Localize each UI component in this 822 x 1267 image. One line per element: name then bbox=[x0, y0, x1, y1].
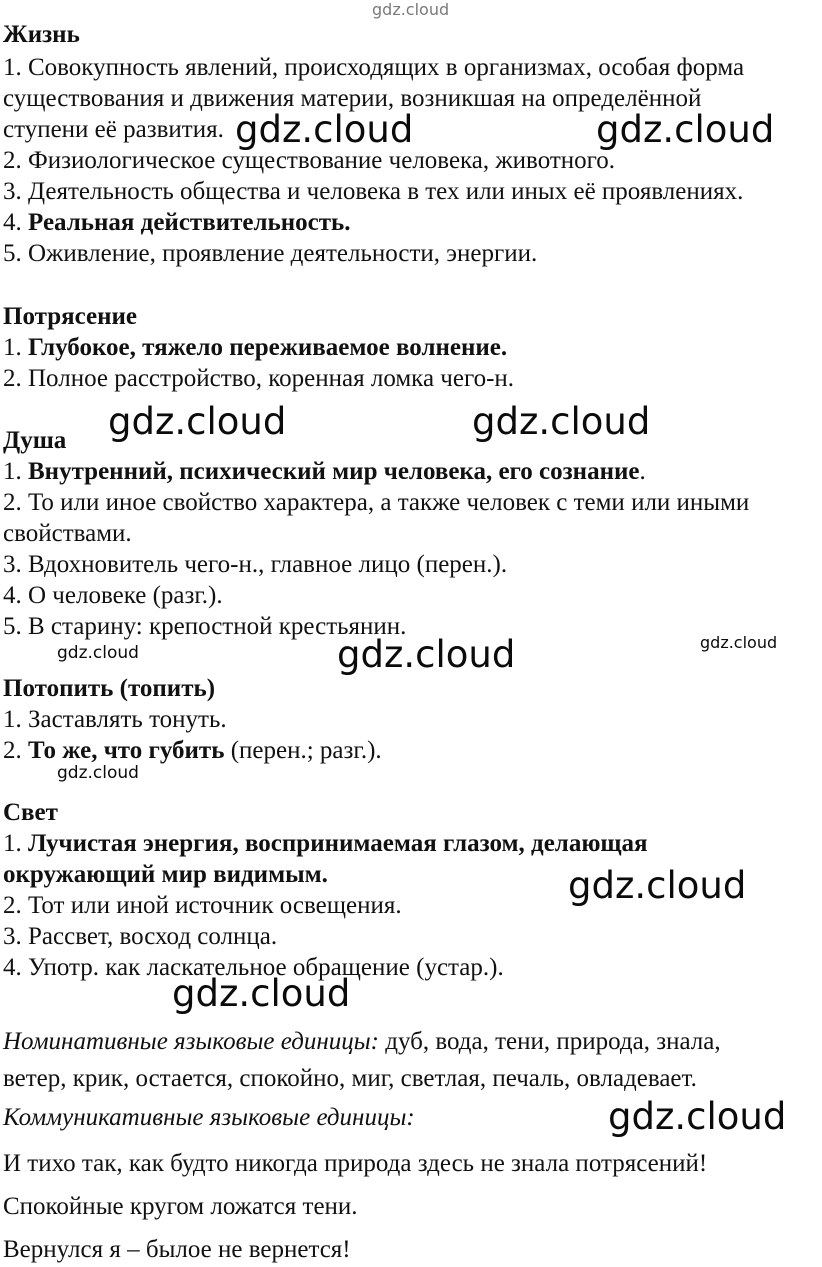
definition-line: 5. В старину: крепостной крестьянин. bbox=[3, 613, 407, 640]
definition-rest: (перен.; разг.). bbox=[224, 737, 382, 764]
watermark: gdz.cloud bbox=[172, 972, 351, 1015]
communicative-label: Коммуникативные языковые единицы: bbox=[3, 1104, 415, 1131]
definition-number: 2. bbox=[3, 737, 28, 764]
communicative-sentence: И тихо так, как будто никогда природа здесь не знала потрясений! bbox=[3, 1150, 708, 1177]
highlighted-meaning: окружающий мир видимым. bbox=[3, 861, 328, 888]
entry-title-potopit: Потопить (топить) bbox=[3, 675, 216, 702]
definition-line-highlighted bbox=[3, 208, 351, 238]
definition-line: 4. Употр. как ласкательное обращение (устар.). bbox=[3, 954, 504, 981]
watermark: gdz.cloud bbox=[108, 400, 287, 443]
nominative-units-line bbox=[3, 1027, 721, 1057]
nominative-label: Номинативные языковые единицы: bbox=[3, 1028, 380, 1055]
definition-line-highlighted bbox=[3, 829, 648, 859]
entry-title-potryasenie: Потрясение bbox=[3, 303, 138, 330]
definition-line: 2. Тот или иной источник освещения. bbox=[3, 892, 402, 919]
definition-number: 4. bbox=[3, 209, 28, 236]
definition-line: свойствами. bbox=[3, 520, 132, 547]
definition-line-highlighted bbox=[3, 736, 382, 766]
definition-number: 1. bbox=[3, 334, 28, 361]
definition-line: 5. Оживление, проявление деятельности, энергии. bbox=[3, 240, 538, 267]
definition-line: 3. Деятельность общества и человека в тех или иных её проявлениях. bbox=[3, 178, 744, 205]
definition-line: 2. То или иное свойство характера, а также человек с теми или иными bbox=[3, 489, 750, 516]
watermark-top: gdz.cloud bbox=[372, 0, 450, 19]
watermark: gdz.cloud bbox=[608, 1095, 787, 1138]
definition-line: 2. Полное расстройство, коренная ломка чего-н. bbox=[3, 365, 515, 392]
watermark: gdz.cloud bbox=[337, 633, 516, 676]
highlighted-meaning: Реальная действительность. bbox=[28, 209, 351, 236]
watermark: gdz.cloud bbox=[568, 864, 747, 907]
highlighted-meaning: То же, что губить bbox=[28, 737, 225, 764]
definition-line: 3. Рассвет, восход солнца. bbox=[3, 923, 278, 950]
nominative-items: дуб, вода, тени, природа, знала, bbox=[379, 1028, 721, 1055]
definition-line-highlighted bbox=[3, 457, 646, 487]
definition-line: 2. Физиологическое существование человека, животного. bbox=[3, 147, 616, 174]
entry-title-dusha: Душа bbox=[3, 427, 67, 454]
definition-number: 1. bbox=[3, 458, 28, 485]
entry-title-zhizn: Жизнь bbox=[3, 21, 80, 48]
watermark-small: gdz.cloud bbox=[57, 643, 139, 663]
communicative-sentence: Спокойные кругом ложатся тени. bbox=[3, 1193, 358, 1220]
definition-line: существования и движения материи, возникшая на определённой bbox=[3, 85, 702, 112]
definition-line: 1. Заставлять тонуть. bbox=[3, 706, 227, 733]
definition-line: 4. О человеке (разг.). bbox=[3, 582, 223, 609]
highlighted-meaning: Глубокое, тяжело переживаемое волнение. bbox=[28, 334, 508, 361]
definition-number: 1. bbox=[3, 830, 28, 857]
highlighted-meaning: Лучистая энергия, воспринимаемая глазом, делающая bbox=[28, 830, 648, 857]
communicative-sentence: Вернулся я – былое не вернется! bbox=[3, 1236, 351, 1263]
watermark-small: gdz.cloud bbox=[700, 633, 778, 652]
entry-title-svet: Свет bbox=[3, 799, 58, 826]
definition-line: ступени её развития. bbox=[3, 116, 224, 143]
nominative-items-cont: ветер, крик, остается, спокойно, миг, светлая, печаль, овладевает. bbox=[3, 1065, 697, 1092]
watermark-small: gdz.cloud bbox=[57, 763, 139, 783]
watermark: gdz.cloud bbox=[235, 108, 414, 151]
highlighted-meaning: Внутренний, психический мир человека, его сознание bbox=[28, 458, 640, 485]
definition-end: . bbox=[639, 458, 646, 485]
watermark: gdz.cloud bbox=[472, 400, 651, 443]
watermark: gdz.cloud bbox=[596, 108, 775, 151]
definition-line: 1. Совокупность явлений, происходящих в организмах, особая форма bbox=[3, 54, 745, 81]
definition-line: 3. Вдохновитель чего-н., главное лицо (перен.). bbox=[3, 551, 508, 578]
definition-line-highlighted bbox=[3, 333, 507, 363]
